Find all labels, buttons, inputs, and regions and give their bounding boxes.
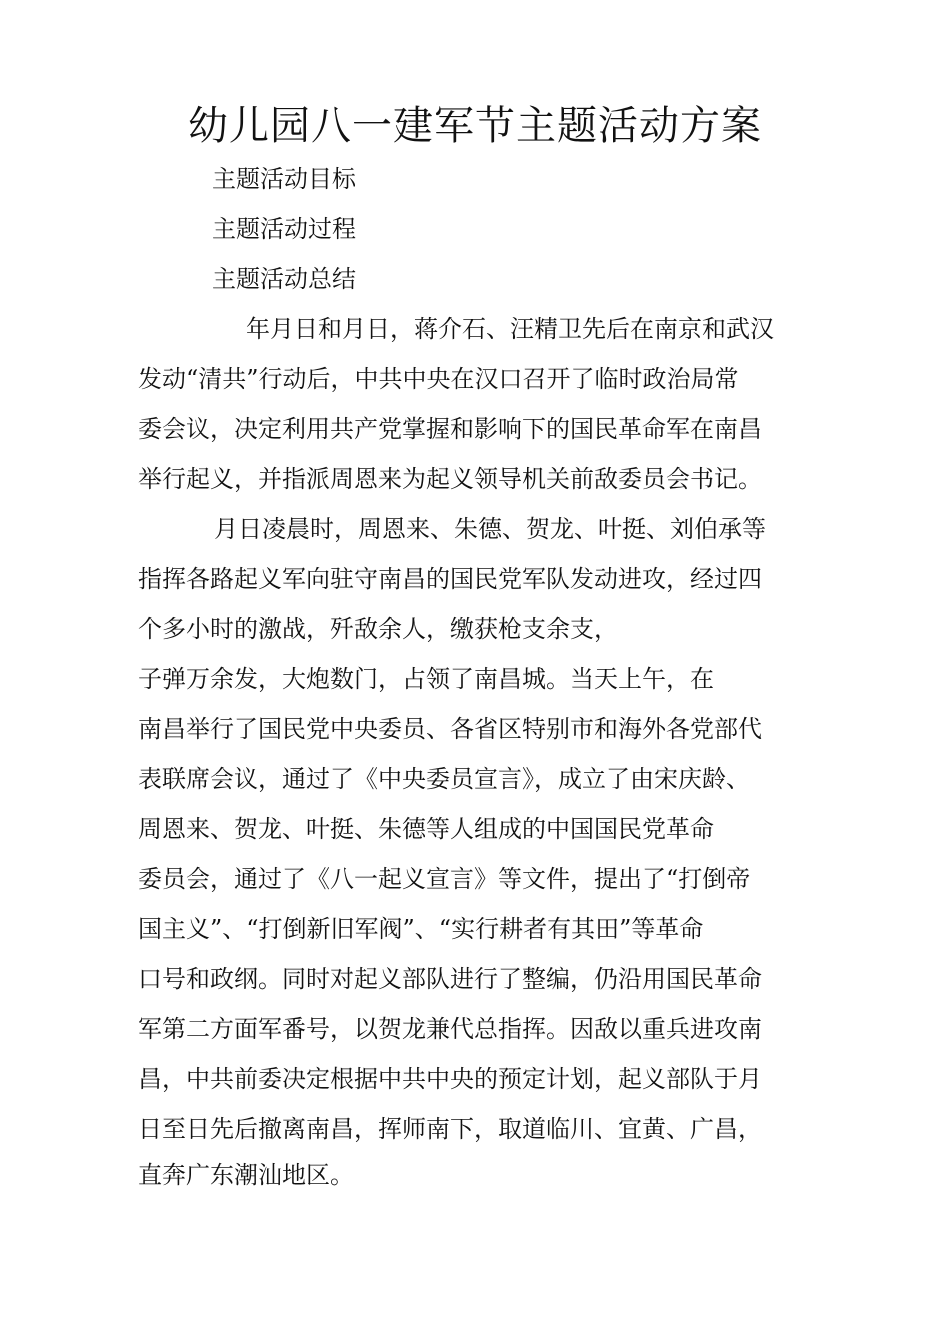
paragraph-line: 个多小时的激战，歼敌余人，缴获枪支余支， [138,615,618,643]
outline-item-process: 主题活动过程 [212,215,356,243]
paragraph-line: 军第二方面军番号，以贺龙兼代总指挥。因敌以重兵进攻南 [138,1015,762,1043]
paragraph-line: 表联席会议，通过了《中央委员宣言》，成立了由宋庆龄、 [138,765,750,793]
paragraph-line: 国主义”、“打倒新旧军阀”、“实行耕者有其田”等革命 [138,915,704,943]
outline-item-goal: 主题活动目标 [212,165,356,193]
paragraph-line: 子弹万余发，大炮数门，占领了南昌城。当天上午，在 [138,665,714,693]
outline-item-summary: 主题活动总结 [212,265,356,293]
paragraph-line: 年月日和月日，蒋介石、汪精卫先后在南京和武汉 [246,315,774,343]
paragraph-line: 南昌举行了国民党中央委员、各省区特别市和海外各党部代 [138,715,762,743]
paragraph-line: 指挥各路起义军向驻守南昌的国民党军队发动进攻，经过四 [138,565,762,593]
paragraph-line: 委员会，通过了《八一起义宣言》等文件，提出了“打倒帝 [138,865,751,893]
paragraph-line: 周恩来、贺龙、叶挺、朱德等人组成的中国国民党革命 [138,815,714,843]
paragraph-line: 昌，中共前委决定根据中共中央的预定计划，起义部队于月 [138,1065,762,1093]
paragraph-line: 日至日先后撤离南昌，挥师南下，取道临川、宜黄、广昌， [138,1115,762,1143]
paragraph-line: 直奔广东潮汕地区。 [138,1161,354,1189]
paragraph-line: 月日凌晨时，周恩来、朱德、贺龙、叶挺、刘伯承等 [214,515,766,543]
paragraph-line: 委会议，决定利用共产党掌握和影响下的国民革命军在南昌 [138,415,762,443]
paragraph-line: 口号和政纲。同时对起义部队进行了整编，仍沿用国民革命 [138,965,762,993]
paragraph-line: 发动“清共”行动后，中共中央在汉口召开了临时政治局常 [138,365,739,393]
document-title: 幼儿园八一建军节主题活动方案 [188,103,762,149]
paragraph-line: 举行起义，并指派周恩来为起义领导机关前敌委员会书记。 [138,465,762,493]
